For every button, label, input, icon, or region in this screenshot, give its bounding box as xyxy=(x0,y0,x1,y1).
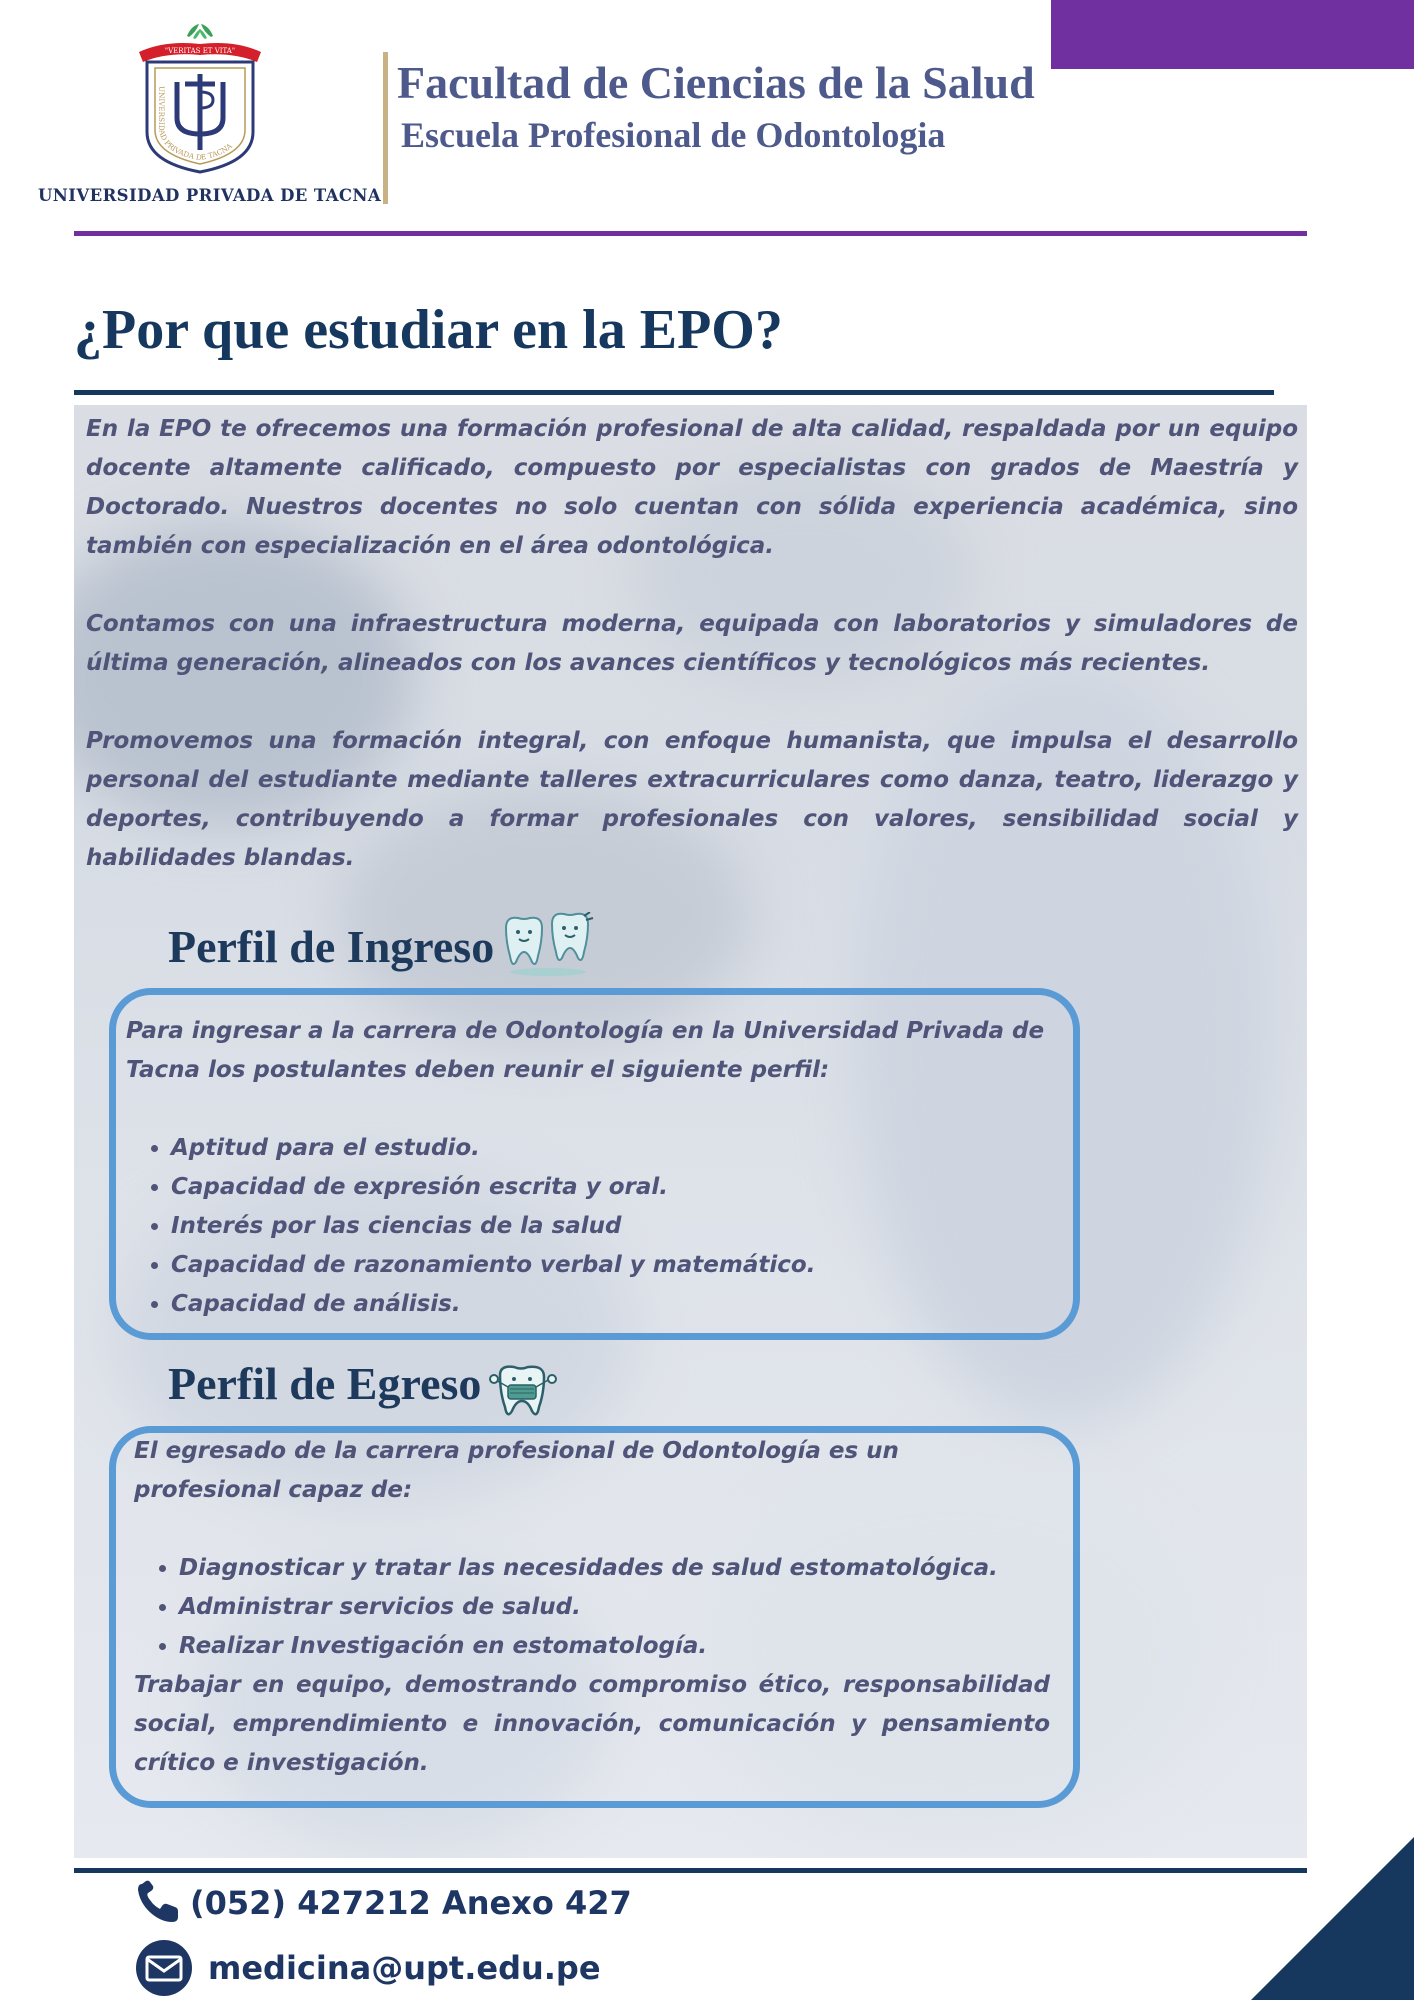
title-rule xyxy=(74,390,1274,395)
egreso-closing: Trabajar en equipo, demostrando compromiso ético, responsabilidad social, emprendimiento e innovación, comunicación y pensamiento crítico e investigación. xyxy=(134,1672,1050,1776)
corner-triangle xyxy=(1251,1837,1414,2000)
school-name: Escuela Profesional de Odontologia xyxy=(401,115,946,155)
ingreso-intro: Para ingresar a la carrera de Odontología en la Universidad Privada de Tacna los postulantes deben reunir el siguiente perfil: xyxy=(126,1018,1045,1083)
egreso-list xyxy=(134,1549,1050,1666)
ingreso-list xyxy=(126,1129,1066,1324)
list-item: • Capacidad de razonamiento verbal y matemático. xyxy=(171,1246,1066,1285)
list-item: • Administrar servicios de salud. xyxy=(179,1588,1050,1627)
email-address[interactable]: medicina@upt.edu.pe xyxy=(208,1949,601,1987)
logo-ring-text: UNIVERSIDAD PRIVADA DE TACNA xyxy=(157,86,234,163)
list-item: • Interés por las ciencias de la salud xyxy=(171,1207,1066,1246)
intro-paragraph-1: En la EPO te ofrecemos una formación profesional de alta calidad, respaldada por un equipo docente altamente calificado, compuesto por especialistas con grados de Maestría y Doctorado. Nuestros docentes no solo cuentan con sólida experiencia académica, sino también con especialización en el área odontológica. xyxy=(86,416,1298,559)
page-title: ¿Por que estudiar en la EPO? xyxy=(74,299,783,361)
list-item: • Capacidad de expresión escrita y oral. xyxy=(171,1168,1066,1207)
university-logo xyxy=(135,22,265,174)
top-accent-bar xyxy=(1051,0,1414,69)
intro-text xyxy=(86,410,1298,917)
footer-rule xyxy=(74,1868,1307,1873)
phone-contact[interactable] xyxy=(134,1880,632,1926)
laurel-icon xyxy=(187,24,213,39)
ingreso-heading: Perfil de Ingreso xyxy=(168,921,495,972)
phone-icon xyxy=(134,1880,180,1926)
faculty-name: Facultad de Ciencias de la Salud xyxy=(397,57,1035,108)
intro-paragraph-3: Promovemos una formación integral, con enfoque humanista, que impulsa el desarrollo personal del estudiante mediante talleres extracurriculares como danza, teatro, liderazgo y deportes, contribuyendo a formar profesionales con valores, sensibilidad social y habilidades blandas. xyxy=(86,728,1298,871)
list-item: • Realizar Investigación en estomatología. xyxy=(179,1627,1050,1666)
egreso-content xyxy=(134,1432,1050,1783)
header-divider xyxy=(383,52,388,204)
phone-number: (052) 427212 Anexo 427 xyxy=(190,1884,632,1922)
egreso-intro: El egresado de la carrera profesional de Odontología es un profesional capaz de: xyxy=(134,1438,899,1503)
university-name: UNIVERSIDAD PRIVADA DE TACNA xyxy=(38,186,382,205)
happy-teeth-icon xyxy=(500,912,596,978)
header-rule xyxy=(74,231,1307,236)
egreso-heading: Perfil de Egreso xyxy=(168,1358,482,1409)
list-item: • Aptitud para el estudio. xyxy=(171,1129,1066,1168)
ingreso-content xyxy=(126,1012,1066,1324)
list-item: • Capacidad de análisis. xyxy=(171,1285,1066,1324)
list-item: • Diagnosticar y tratar las necesidades de salud estomatológica. xyxy=(179,1549,1050,1588)
logo-motto: "VERITAS ET VITA" xyxy=(164,47,236,55)
email-contact[interactable] xyxy=(134,1940,601,1996)
envelope-icon xyxy=(134,1940,194,1996)
masked-tooth-icon xyxy=(488,1365,562,1421)
intro-paragraph-2: Contamos con una infraestructura moderna, equipada con laboratorios y simuladores de última generación, alineados con los avances científicos y tecnológicos más recientes. xyxy=(86,611,1298,676)
